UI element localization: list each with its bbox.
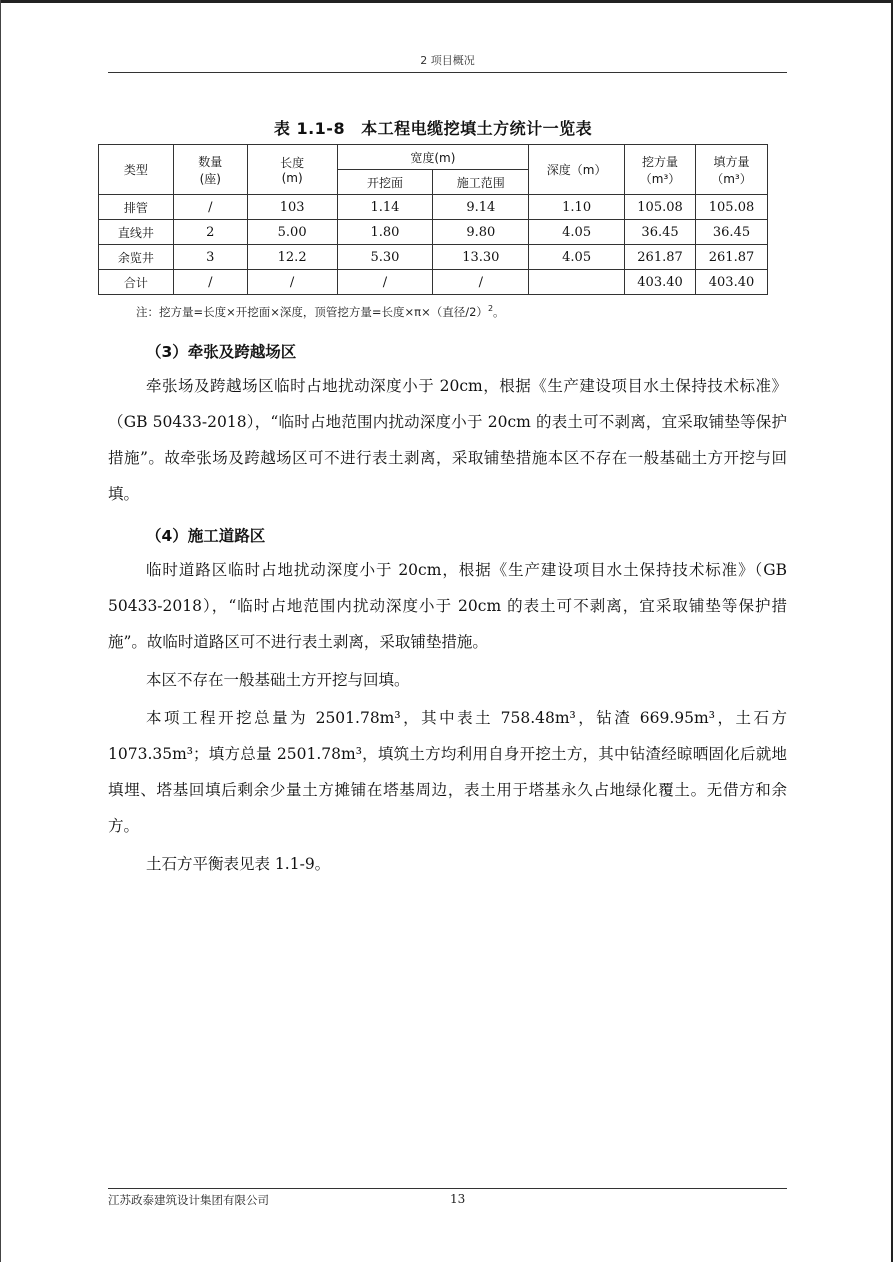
table-total-row bbox=[99, 270, 768, 295]
cell-fill: 261.87 bbox=[696, 245, 768, 270]
cell-fill: 105.08 bbox=[696, 195, 768, 220]
header-type: 类型 bbox=[99, 145, 174, 195]
cell-depth: 4.05 bbox=[529, 245, 625, 270]
header-fill bbox=[696, 145, 768, 195]
header-excavation-unit: （m³） bbox=[639, 171, 681, 186]
cell-fill: 36.45 bbox=[696, 220, 768, 245]
paragraph-no-earthwork: 本区不存在一般基础土方开挖与回填。 bbox=[146, 671, 410, 689]
cell-open: / bbox=[337, 270, 433, 295]
cell-open: 1.80 bbox=[337, 220, 433, 245]
table-note-text: 注：挖方量=长度×开挖面×深度，顶管挖方量=长度×π×（直径/2） bbox=[136, 305, 488, 319]
header-fill-unit: （m³） bbox=[711, 171, 752, 186]
cell-length: 5.00 bbox=[247, 220, 337, 245]
header-width-open: 开挖面 bbox=[337, 170, 433, 195]
cell-open: 5.30 bbox=[337, 245, 433, 270]
cell-depth: 4.05 bbox=[529, 220, 625, 245]
cell-count: / bbox=[173, 270, 247, 295]
paragraph-tension-area: 牵张场及跨越场区临时占地扰动深度小于 20cm，根据《生产建设项目水土保持技术标准》（GB 50433-2018），“临时占地范围内扰动深度小于 20cm 的表土可不剥离，宜采取铺垫等保护措施”。故牵张场及跨越场区可不进行表土剥离，采取铺垫措施本区不存在一般基础土方开挖与回填。 bbox=[108, 377, 787, 503]
paragraph-total-earthwork: 本项工程开挖总量为 2501.78m³，其中表土 758.48m³，钻渣 669.95m³，土石方 1073.35m³；填方总量 2501.78m³，填筑土方均利用自身开挖土方，其中钻渣经晾晒固化后就地填埋、塔基回填后剩余少量土方摊铺在塔基周边，表土用于塔基永久占地绿化覆土。无借方和余方。 bbox=[108, 709, 787, 835]
paragraph-table-reference: 土石方平衡表见表 1.1-9。 bbox=[146, 855, 331, 873]
cell-count: / bbox=[173, 195, 247, 220]
cell-type: 合计 bbox=[99, 270, 174, 295]
table-header-row-1 bbox=[99, 145, 768, 170]
heading-road-area: （4）施工道路区 bbox=[146, 527, 266, 545]
running-header: 2 项目概况 bbox=[420, 54, 475, 67]
header-depth: 深度（m） bbox=[529, 145, 625, 195]
cell-depth bbox=[529, 270, 625, 295]
table-row bbox=[99, 195, 768, 220]
page-number: 13 bbox=[450, 1192, 466, 1206]
header-width: 宽度(m) bbox=[337, 145, 529, 170]
paragraph-road-area: 临时道路区临时占地扰动深度小于 20cm，根据《生产建设项目水土保持技术标准》（GB 50433-2018），“临时占地范围内扰动深度小于 20cm 的表土可不剥离，宜采取铺垫等保护措施”。故临时道路区可不进行表土剥离，采取铺垫措施。 bbox=[108, 561, 787, 651]
header-count-unit: (座) bbox=[199, 171, 221, 186]
cell-count: 3 bbox=[173, 245, 247, 270]
header-length bbox=[247, 145, 337, 195]
table-note-end: 。 bbox=[493, 305, 505, 319]
page-border-left bbox=[0, 0, 1, 1262]
cell-type: 余览井 bbox=[99, 245, 174, 270]
header-excavation bbox=[625, 145, 696, 195]
table-row bbox=[99, 220, 768, 245]
cell-work: / bbox=[433, 270, 529, 295]
header-excavation-label: 挖方量 bbox=[642, 154, 679, 169]
cell-excavation: 36.45 bbox=[625, 220, 696, 245]
cell-excavation: 403.40 bbox=[625, 270, 696, 295]
cell-length: 12.2 bbox=[247, 245, 337, 270]
header-rule bbox=[108, 72, 787, 73]
cell-length: / bbox=[247, 270, 337, 295]
table-title bbox=[98, 116, 768, 139]
cell-length: 103 bbox=[247, 195, 337, 220]
table-note bbox=[136, 304, 505, 320]
footer-company: 江苏政泰建筑设计集团有限公司 bbox=[108, 1193, 269, 1207]
cell-excavation: 105.08 bbox=[625, 195, 696, 220]
cell-work: 9.80 bbox=[433, 220, 529, 245]
cell-fill: 403.40 bbox=[696, 270, 768, 295]
header-count bbox=[173, 145, 247, 195]
header-width-work: 施工范围 bbox=[433, 170, 529, 195]
cell-work: 13.30 bbox=[433, 245, 529, 270]
earthwork-table bbox=[98, 144, 768, 295]
page-border-top bbox=[0, 0, 893, 3]
cell-excavation: 261.87 bbox=[625, 245, 696, 270]
header-count-label: 数量 bbox=[198, 154, 223, 169]
table-row bbox=[99, 245, 768, 270]
heading-tension-area: （3）牵张及跨越场区 bbox=[146, 343, 297, 361]
cell-open: 1.14 bbox=[337, 195, 433, 220]
header-length-unit: (m) bbox=[281, 171, 303, 185]
table-note-exponent: 2 bbox=[487, 304, 494, 314]
cell-type: 直线井 bbox=[99, 220, 174, 245]
cell-count: 2 bbox=[173, 220, 247, 245]
header-length-label: 长度 bbox=[280, 156, 305, 170]
footer-rule bbox=[108, 1188, 787, 1189]
cell-depth: 1.10 bbox=[529, 195, 625, 220]
table-number: 表 1.1-8 bbox=[273, 119, 346, 138]
cell-type: 排管 bbox=[99, 195, 174, 220]
cell-work: 9.14 bbox=[433, 195, 529, 220]
header-fill-label: 填方量 bbox=[713, 154, 750, 169]
table-caption: 本工程电缆挖填土方统计一览表 bbox=[361, 119, 593, 138]
